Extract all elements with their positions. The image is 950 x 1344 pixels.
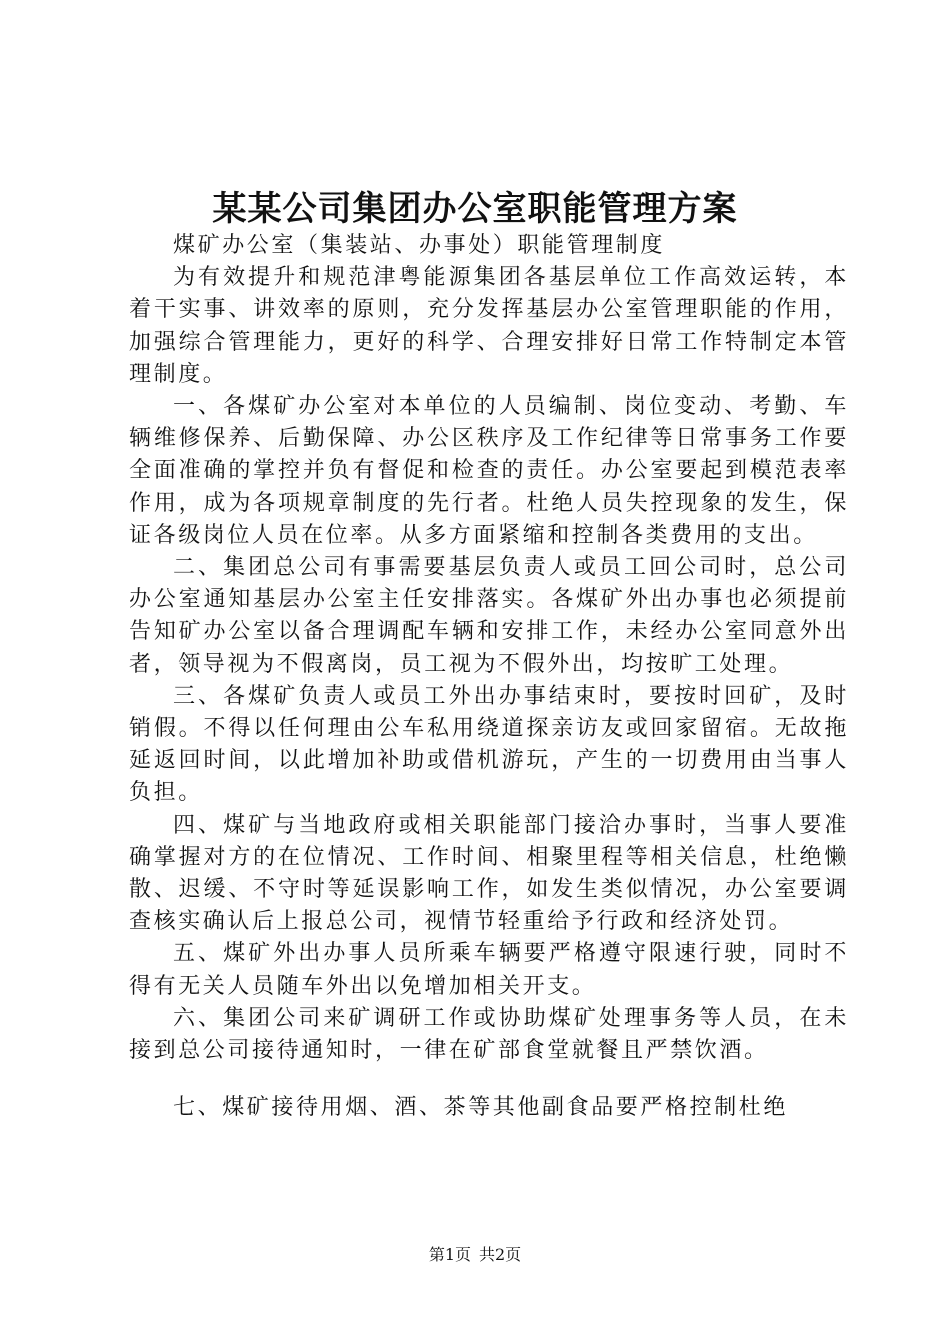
paragraph-item-5: 五、煤矿外出办事人员所乘车辆要严格遵守限速行驶，同时不得有无关人员随车外出以免增加相关开支。 [129, 941, 849, 999]
paragraph-item-3: 三、各煤矿负责人或员工外出办事结束时，要按时回矿，及时销假。不得以任何理由公车私用绕道探亲访友或回家留宿。无故拖延返回时间，以此增加补助或借机游玩，产生的一切费用由当事人负担。 [129, 683, 849, 806]
paragraph-item-7: 七、煤矿接待用烟、酒、茶等其他副食品要严格控制杜绝 [173, 1095, 789, 1121]
paragraph-intro: 为有效提升和规范津粤能源集团各基层单位工作高效运转，本着干实事、讲效率的原则，充分发挥基层办公室管理职能的作用，加强综合管理能力，更好的科学、合理安排好日常工作特制定本管理制度。 [129, 265, 849, 387]
paragraph-item-2: 二、集团总公司有事需要基层负责人或员工回公司时，总公司办公室通知基层办公室主任安排落实。各煤矿外出办事也必须提前告知矿办公室以备合理调配车辆和安排工作，未经办公室同意外出者，领导视为不假离岗，员工视为不假外出，均按旷工处理。 [129, 555, 849, 677]
page-number-total: 共2页 [479, 1245, 522, 1264]
document-body [129, 230, 849, 1124]
paragraph-item-6: 六、集团公司来矿调研工作或协助煤矿处理事务等人员，在未接到总公司接待通知时，一律在矿部食堂就餐且严禁饮酒。 [129, 1005, 849, 1064]
paragraph-item-4: 四、煤矿与当地政府或相关职能部门接洽办事时，当事人要准确掌握对方的在位情况、工作时间、相聚里程等相关信息，杜绝懒散、迟缓、不守时等延误影响工作，如发生类似情况，办公室要调查核实确认后上报总公司，视情节轻重给予行政和经济处罚。 [129, 812, 849, 935]
page-footer [0, 1244, 950, 1266]
page-number-current: 第1页 [428, 1245, 471, 1264]
paragraph-item-1: 一、各煤矿办公室对本单位的人员编制、岗位变动、考勤、车辆维修保养、后勤保障、办公区秩序及工作纪律等日常事务工作要全面准确的掌控并负有督促和检查的责任。办公室要起到模范表率作用，成为各项规章制度的先行者。杜绝人员失控现象的发生，保证各级岗位人员在位率。从多方面紧缩和控制各类费用的支出。 [129, 394, 849, 548]
paragraph-subtitle: 煤矿办公室（集装站、办事处）职能管理制度 [173, 233, 666, 258]
document-title: 某某公司集团办公室职能管理方案 [212, 189, 738, 229]
